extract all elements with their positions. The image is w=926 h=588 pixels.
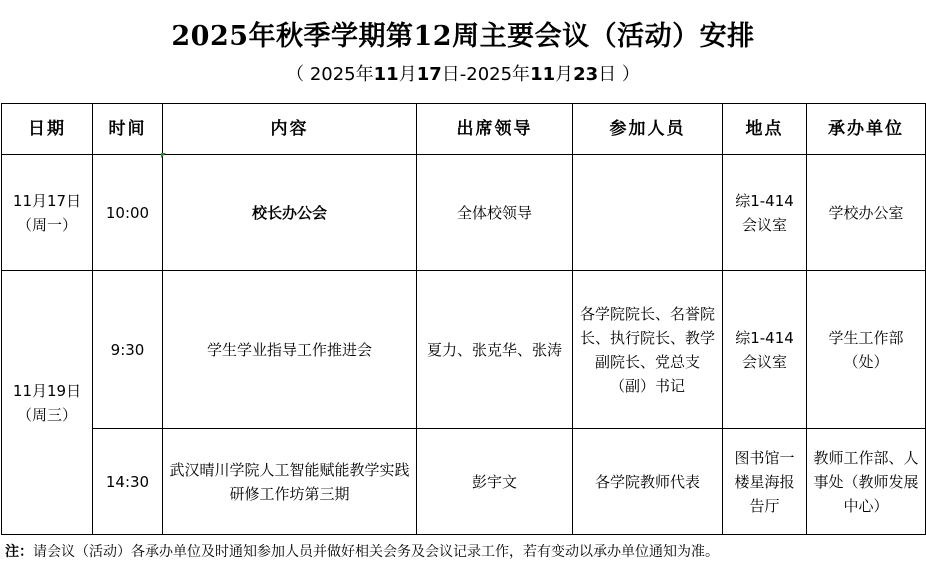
cell-organizer: 教师工作部、人事处（教师发展中心） — [807, 429, 926, 535]
col-header-organizer: 承办单位 — [807, 104, 926, 155]
cell-date: 11月17日 （周一） — [2, 155, 93, 271]
col-header-participants: 参加人员 — [573, 104, 723, 155]
end-day: 23 — [573, 64, 599, 85]
start-month-unit: 月 — [398, 64, 417, 85]
cell-leaders: 夏力、张克华、张涛 — [417, 271, 573, 429]
cell-time: 9:30 — [93, 271, 163, 429]
end-day-unit: 日 — [598, 64, 617, 85]
table-row — [2, 271, 926, 429]
date-range-open: （ — [286, 64, 310, 85]
table-row — [2, 429, 926, 535]
col-header-content: 内容 — [163, 104, 417, 155]
cell-organizer: 学校办公室 — [807, 155, 926, 271]
cell-date: 11月19日 （周三） — [2, 271, 93, 535]
cell-location: 综1-414 会议室 — [723, 271, 807, 429]
start-day-unit: 日 — [441, 64, 460, 85]
table-header-row — [2, 104, 926, 155]
cell-leaders: 全体校领导 — [417, 155, 573, 271]
end-month: 11 — [530, 64, 556, 85]
col-header-leaders: 出席领导 — [417, 104, 573, 155]
cell-time: 14:30 — [93, 429, 163, 535]
cell-content: 武汉晴川学院人工智能赋能教学实践研修工作坊第三期 — [163, 429, 417, 535]
cell-location: 图书馆一楼星海报告厅 — [723, 429, 807, 535]
cell-comment-marker — [161, 153, 166, 158]
col-header-date: 日期 — [2, 104, 93, 155]
start-month: 11 — [373, 64, 399, 85]
footnote — [5, 540, 920, 564]
col-header-time: 时间 — [93, 104, 163, 155]
cell-time: 10:00 — [93, 155, 163, 271]
col-header-location: 地点 — [723, 104, 807, 155]
footnote-text: 请会议（活动）各承办单位及时通知参加人员并做好相关会务及会议记录工作，若有变动以承办单位通知为准。 — [33, 544, 719, 560]
cell-participants: 各学院院长、名誉院长、执行院长、教学副院长、党总支（副）书记 — [573, 271, 723, 429]
start-day: 17 — [416, 64, 442, 85]
cell-content: 学生学业指导工作推进会 — [163, 271, 417, 429]
schedule-table — [1, 103, 926, 535]
footnote-label: 注： — [5, 544, 33, 560]
date-separator: - — [459, 64, 467, 85]
page-title: 2025年秋季学期第12周主要会议（活动）安排 — [171, 21, 755, 52]
table-row — [2, 155, 926, 271]
start-year: 2025年 — [309, 64, 374, 85]
cell-participants: 各学院教师代表 — [573, 429, 723, 535]
cell-organizer: 学生工作部（处） — [807, 271, 926, 429]
cell-leaders: 彭宇文 — [417, 429, 573, 535]
end-year: 2025年 — [466, 64, 531, 85]
cell-participants — [573, 155, 723, 271]
end-month-unit: 月 — [555, 64, 574, 85]
date-range-close: ） — [616, 64, 640, 85]
cell-content: 校长办公会 — [163, 155, 417, 271]
date-range — [0, 60, 926, 86]
cell-location: 综1-414 会议室 — [723, 155, 807, 271]
